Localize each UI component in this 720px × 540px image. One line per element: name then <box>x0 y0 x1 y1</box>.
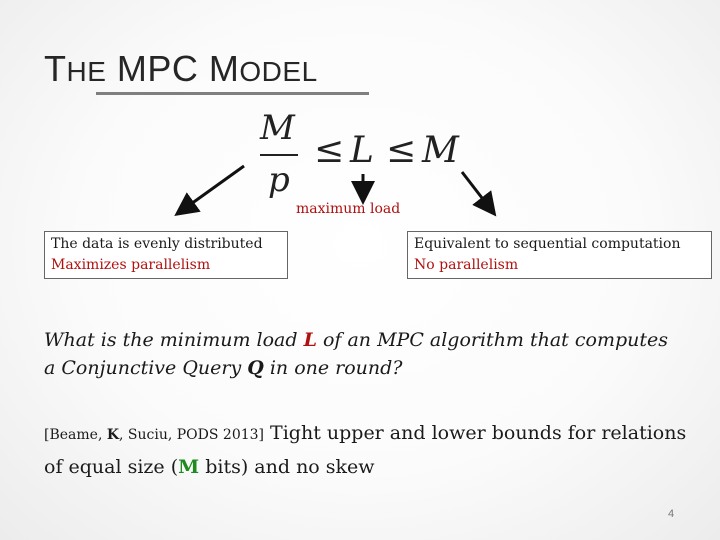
leq-symbol-2: ≤ <box>386 130 417 171</box>
variable-m: M <box>422 130 459 171</box>
slide-title: THE MPC MODEL <box>44 48 318 89</box>
sequential-computation-box <box>407 231 712 279</box>
citation-result: [Beame, K, Suciu, PODS 2013] Tight upper and lower bounds for relations of equal size (M bits) and no skew <box>44 422 687 478</box>
even-distribution-box <box>44 231 288 279</box>
page-number: 4 <box>668 508 675 520</box>
arrow-left <box>184 166 244 209</box>
box-line-1: The data is evenly distributed <box>51 236 263 252</box>
box-line-1: Equivalent to sequential computation <box>414 236 681 252</box>
maximum-load-label: maximum load <box>296 201 401 217</box>
leq-symbol-1: ≤ <box>314 130 345 171</box>
variable-m: M <box>178 456 200 478</box>
variable-q: Q <box>247 357 264 379</box>
fraction-denominator: p <box>268 160 290 200</box>
fraction-numerator: M <box>260 108 295 148</box>
arrow-right <box>462 172 489 207</box>
citation-reference: [Beame, K, Suciu, PODS 2013] <box>44 427 265 443</box>
variable-l: L <box>350 130 374 171</box>
box-line-2: No parallelism <box>414 257 519 273</box>
variable-l: L <box>303 329 317 351</box>
research-question: What is the minimum load L of an MPC algorithm that computes a Conjunctive Query Q in one round? <box>44 329 668 379</box>
box-line-2: Maximizes parallelism <box>51 257 211 273</box>
